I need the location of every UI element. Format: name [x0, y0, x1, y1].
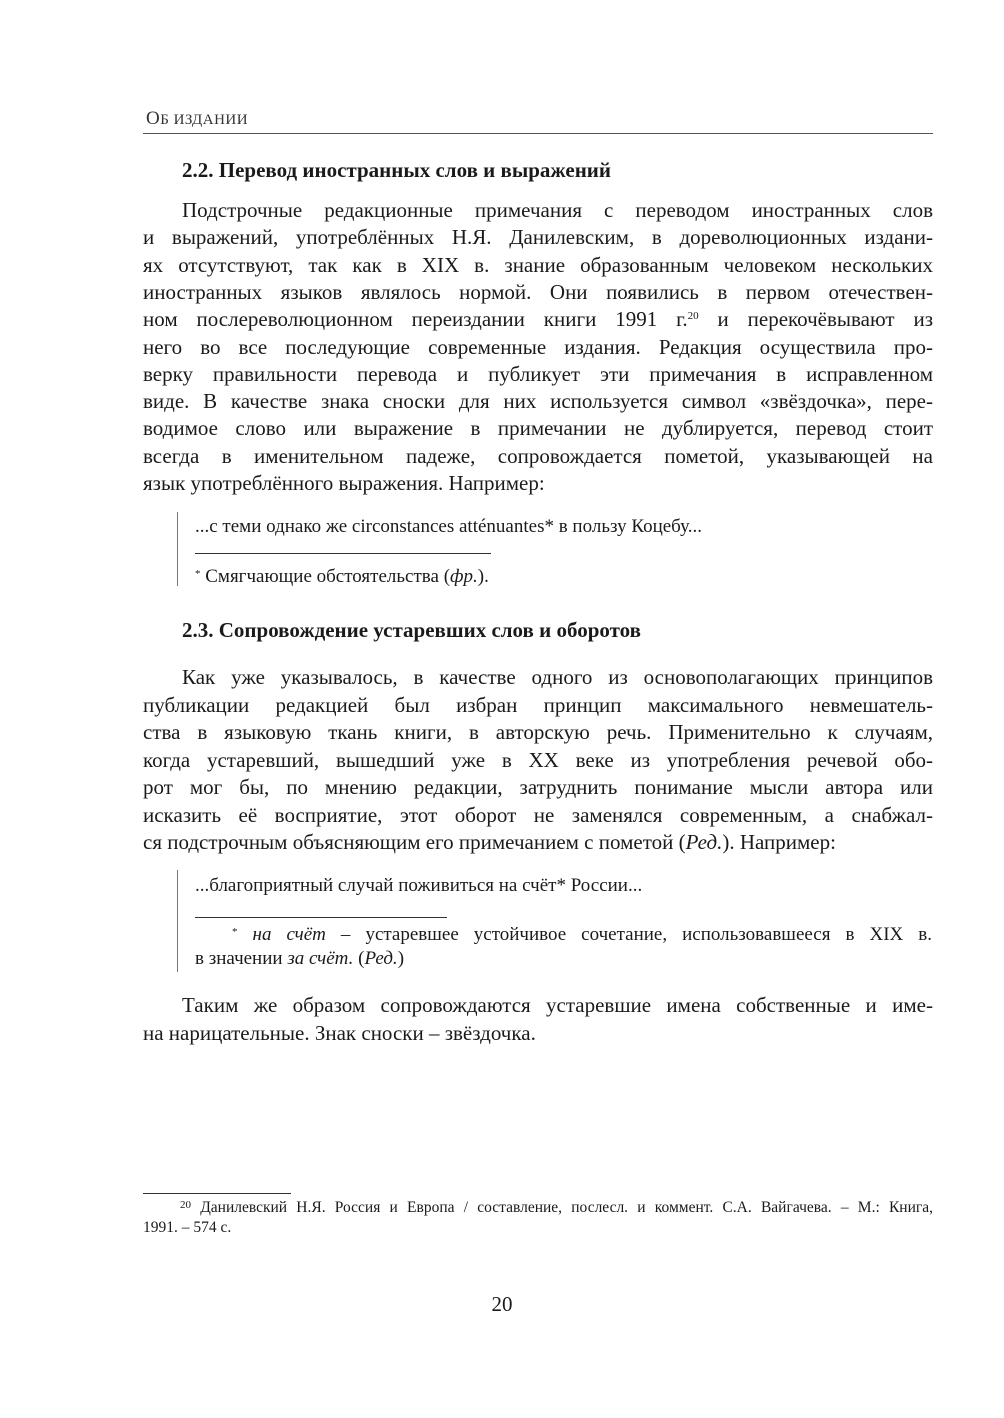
running-head: [146, 108, 248, 130]
example-bar: [177, 870, 178, 972]
section-heading-2-2: 2.2. Перевод иностранных слов и выражений: [182, 158, 611, 182]
text-segment: [238, 924, 253, 945]
text-segment: него во все последующие современные издания. Редакция осуществила про-: [143, 334, 933, 359]
footnote-marker: *: [195, 568, 201, 580]
text-line: [143, 829, 933, 855]
text-segment: всегда в именительном падеже, сопровождается пометой, указывающей на: [143, 443, 933, 468]
text-segment: в значении: [195, 948, 288, 969]
text-line: [143, 224, 933, 250]
text-line: [180, 1198, 933, 1218]
text-segment: и выражений, употреблённых Н.Я. Данилевским, в дореволюционных издани-: [143, 225, 933, 250]
text-segment: рот мог бы, по мнению редакции, затруднить понимание мысли автора или: [143, 775, 933, 799]
example-quote: ...с теми однако же circonstances atténuantes* в пользу Коцебу...: [195, 516, 702, 537]
example-note-rule: [195, 917, 447, 918]
text-line: [143, 1020, 933, 1046]
text-line: [143, 334, 933, 360]
header-rule: [143, 133, 933, 134]
text-line: [143, 470, 933, 496]
example-bar: [177, 512, 178, 586]
text-segment: (: [353, 948, 365, 969]
example-quote: ...благоприятный случай поживиться на счёт* России...: [195, 875, 643, 896]
footnote-marker: 20: [687, 310, 699, 323]
text-segment: 1991. – 574 с.: [143, 1219, 232, 1236]
text-segment: исказить её восприятие, этот оборот не заменялся современным, а снабжал-: [143, 802, 933, 827]
section-heading-2-3: 2.3. Сопровождение устаревших слов и оборотов: [182, 618, 641, 642]
text-segment: ном послереволюционном переиздании книги 1991 г.: [143, 307, 688, 332]
text-line: [143, 388, 933, 414]
text-line: [143, 1218, 933, 1238]
running-head-rest: Б ИЗДАНИИ: [160, 112, 249, 128]
text-segment: водимое слово или выражение в примечании не дублируется, перевод стоит: [143, 416, 933, 441]
text-line: [143, 306, 933, 332]
text-line: [143, 252, 933, 278]
footnote-marker: *: [232, 926, 238, 938]
footnote-marker: 20: [180, 1199, 191, 1211]
text-segment: виде. В качестве знака сноски для них используется символ «звёздочка», пере-: [143, 389, 933, 414]
example-note: [195, 565, 489, 589]
text-line: [143, 692, 933, 718]
page-number: 20: [491, 1292, 513, 1316]
text-segment: Смягчающие обстоятельства (: [200, 566, 451, 587]
text-line: [143, 747, 933, 773]
text-line: [182, 664, 933, 690]
text-line: [143, 774, 933, 800]
text-segment: верку правильности перевода и публикует эти примечания в исправленном: [143, 361, 933, 386]
example-note: [232, 923, 932, 947]
example-note-continued: [195, 947, 404, 971]
text-segment: Таким же образом сопровождаются устаревшие имена собственные и име-: [182, 993, 933, 1017]
text-segment: за счёт.: [287, 948, 354, 969]
text-segment: – устаревшее устойчивое сочетание, использовавшееся в XIX в.: [325, 924, 932, 945]
text-segment: ях отсутствуют, так как в XIX в. знание образованным человеком нескольких: [143, 252, 933, 277]
text-line: [182, 992, 933, 1018]
text-segment: Ред.: [685, 830, 723, 854]
text-segment: на нарицательные. Знак сноски – звёздочка.: [143, 1021, 536, 1045]
text-segment: на счёт: [252, 924, 326, 945]
text-segment: ): [397, 948, 405, 969]
text-segment: Данилевский Н.Я. Россия и Европа / составление, послесл. и коммент. С.А. Вайгачева. – М.: Книга,: [191, 1199, 933, 1216]
text-segment: публикации редакцией был избран принцип максимального невмешатель-: [143, 692, 933, 717]
text-segment: Как уже указывалось, в качестве одного из основополагающих принципов: [182, 665, 933, 689]
text-line: [143, 415, 933, 441]
text-segment: фр.: [450, 566, 478, 587]
text-segment: ся подстрочным объясняющим его примечанием с пометой (: [143, 830, 686, 854]
text-line: [182, 197, 933, 223]
text-segment: Подстрочные редакционные примечания с переводом иностранных слов: [182, 198, 933, 222]
text-line: [143, 279, 933, 305]
text-segment: иностранных языков являлось нормой. Они появились в первом отечествен-: [143, 279, 933, 304]
text-line: [143, 719, 933, 745]
text-segment: Ред.: [364, 948, 398, 969]
text-segment: и перекочёвывают из: [698, 307, 933, 332]
text-segment: ). Например:: [722, 830, 836, 854]
footnote-rule: [143, 1193, 291, 1194]
text-line: [143, 361, 933, 387]
text-segment: ства в языковую ткань книги, в авторскую речь. Применительно к случаям,: [143, 720, 933, 744]
text-line: [143, 443, 933, 469]
running-head-initial: О: [146, 108, 161, 129]
text-segment: когда устаревший, вышедший уже в XX веке из употребления речевой обо-: [143, 747, 933, 772]
example-note-rule: [195, 553, 491, 554]
text-segment: ).: [477, 566, 489, 587]
text-segment: язык употреблённого выражения. Например:: [143, 471, 545, 495]
text-line: [143, 802, 933, 828]
